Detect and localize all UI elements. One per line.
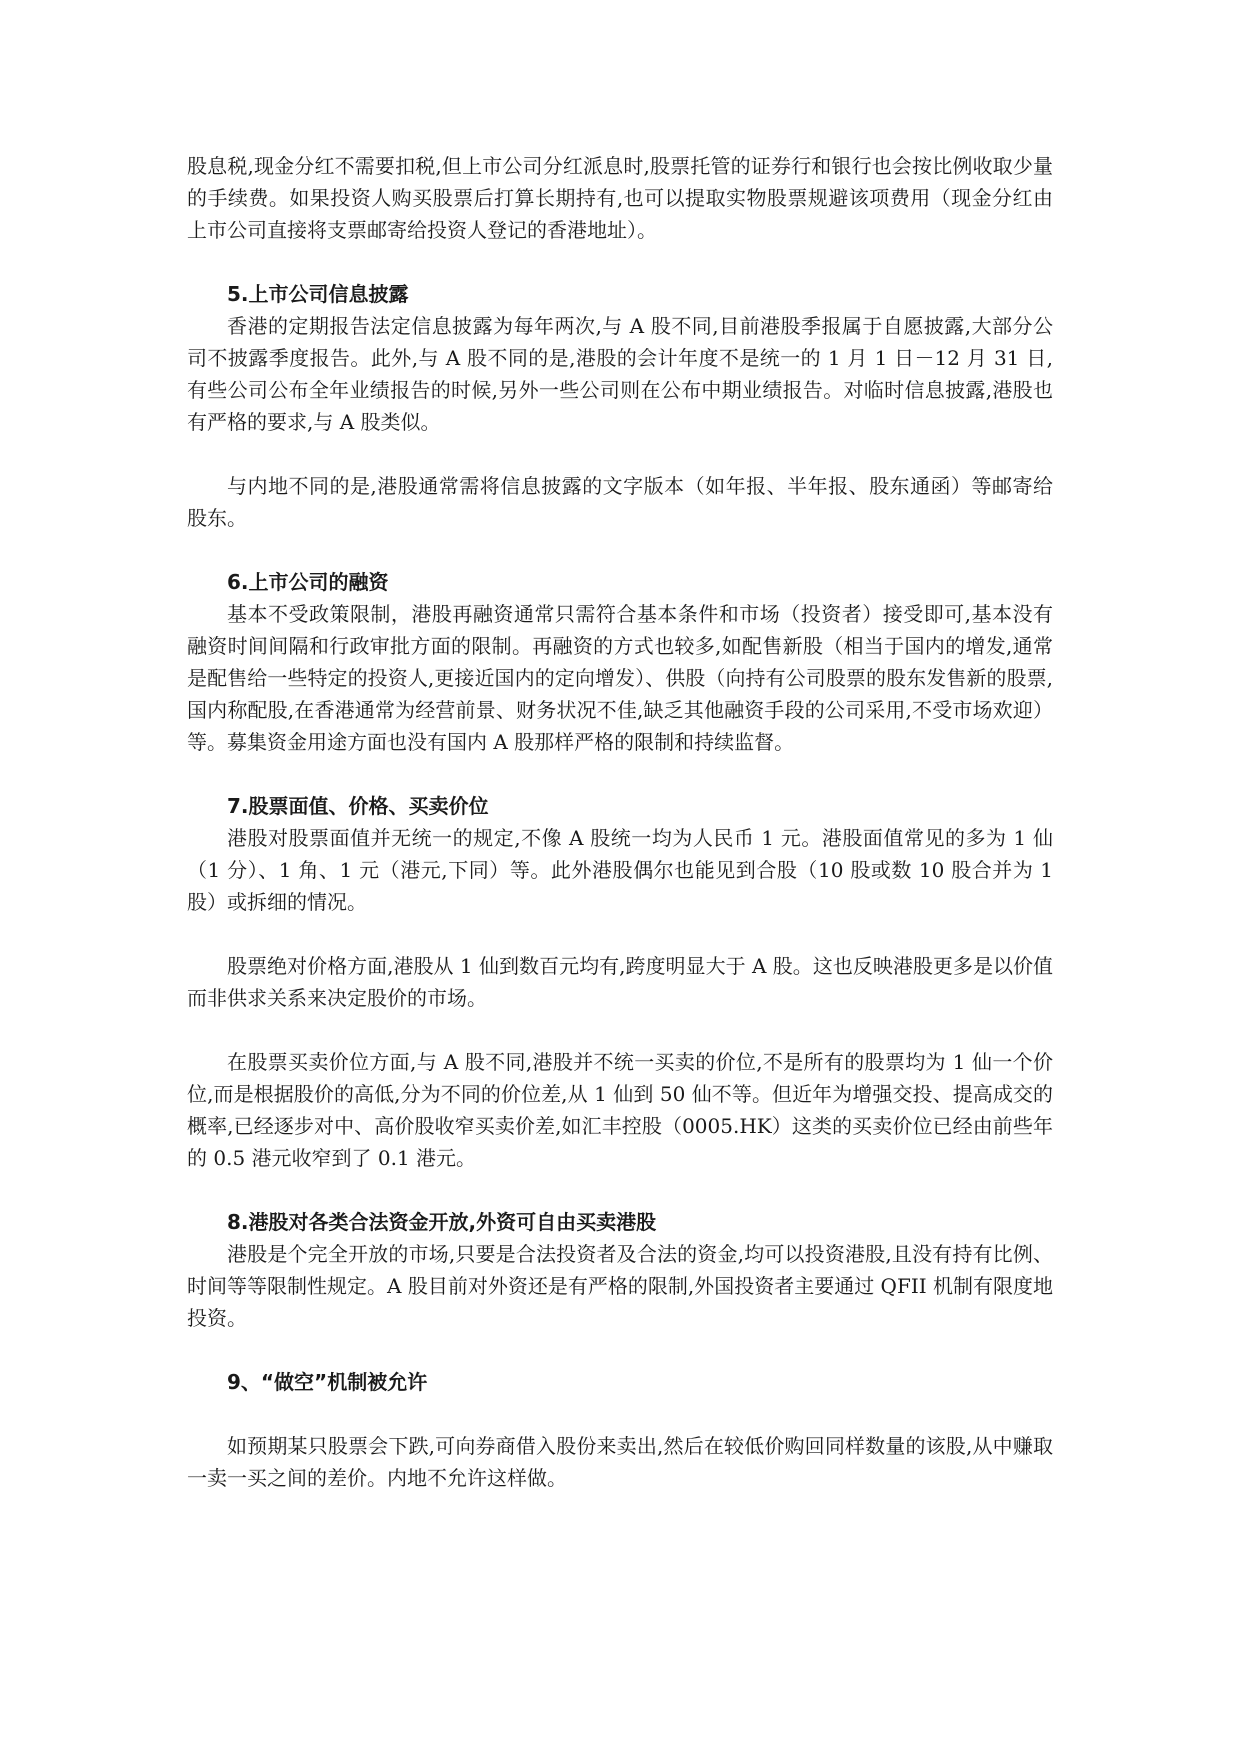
section-5-paragraph-2: 与内地不同的是,港股通常需将信息披露的文字版本（如年报、半年报、股东通函）等邮寄给股东。 — [187, 474, 1053, 530]
section-5-paragraph-1: 香港的定期报告法定信息披露为每年两次,与 A 股不同,目前港股季报属于自愿披露,大部分公司不披露季度报告。此外,与 A 股不同的是,港股的会计年度不是统一的 1 月 1 日－12 月 31 日,有些公司公布全年业绩报告的时候,另外一些公司则在公布中期业绩报告。对临时信息披露,港股也有严格的要求,与 A 股类似。 — [187, 314, 1053, 434]
document-page — [187, 150, 1053, 1494]
intro-paragraph: 股息税,现金分红不需要扣税,但上市公司分红派息时,股票托管的证券行和银行也会按比例收取少量的手续费。如果投资人购买股票后打算长期持有,也可以提取实物股票规避该项费用（现金分红由上市公司直接将支票邮寄给投资人登记的香港地址）。 — [187, 154, 1053, 242]
section-6-paragraph-1: 基本不受政策限制，港股再融资通常只需符合基本条件和市场（投资者）接受即可,基本没有融资时间间隔和行政审批方面的限制。再融资的方式也较多,如配售新股（相当于国内的增发,通常是配售给一些特定的投资人,更接近国内的定向增发）、供股（向持有公司股票的股东发售新的股票,国内称配股,在香港通常为经营前景、财务状况不佳,缺乏其他融资手段的公司采用,不受市场欢迎）等。募集资金用途方面也没有国内 A 股那样严格的限制和持续监督。 — [187, 602, 1053, 754]
section-7-heading: 7.股票面值、价格、买卖价位 — [227, 794, 489, 818]
section-8-paragraph-1: 港股是个完全开放的市场,只要是合法投资者及合法的资金,均可以投资港股,且没有持有比例、时间等等限制性规定。A 股目前对外资还是有严格的限制,外国投资者主要通过 QFII 机制有限度地投资。 — [187, 1242, 1053, 1330]
section-7-paragraph-1: 港股对股票面值并无统一的规定,不像 A 股统一均为人民币 1 元。港股面值常见的多为 1 仙（1 分）、1 角、1 元（港元,下同）等。此外港股偶尔也能见到合股（10 股或数 10 股合并为 1 股）或拆细的情况。 — [187, 826, 1053, 914]
section-9-heading: 9、“做空”机制被允许 — [227, 1370, 428, 1394]
section-9-paragraph-1: 如预期某只股票会下跌,可向券商借入股份来卖出,然后在较低价购回同样数量的该股,从中赚取一卖一买之间的差价。内地不允许这样做。 — [187, 1434, 1053, 1490]
section-7-paragraph-2: 股票绝对价格方面,港股从 1 仙到数百元均有,跨度明显大于 A 股。这也反映港股更多是以价值而非供求关系来决定股价的市场。 — [187, 954, 1053, 1010]
section-8-heading: 8.港股对各类合法资金开放,外资可自由买卖港股 — [227, 1210, 657, 1234]
section-7-paragraph-3: 在股票买卖价位方面,与 A 股不同,港股并不统一买卖的价位,不是所有的股票均为 1 仙一个价位,而是根据股价的高低,分为不同的价位差,从 1 仙到 50 仙不等。但近年为增强交投、提高成交的概率,已经逐步对中、高价股收窄买卖价差,如汇丰控股（0005.HK）这类的买卖价位已经由前些年的 0.5 港元收窄到了 0.1 港元。 — [187, 1050, 1053, 1170]
section-5-heading: 5.上市公司信息披露 — [227, 282, 409, 306]
section-6-heading: 6.上市公司的融资 — [227, 570, 389, 594]
